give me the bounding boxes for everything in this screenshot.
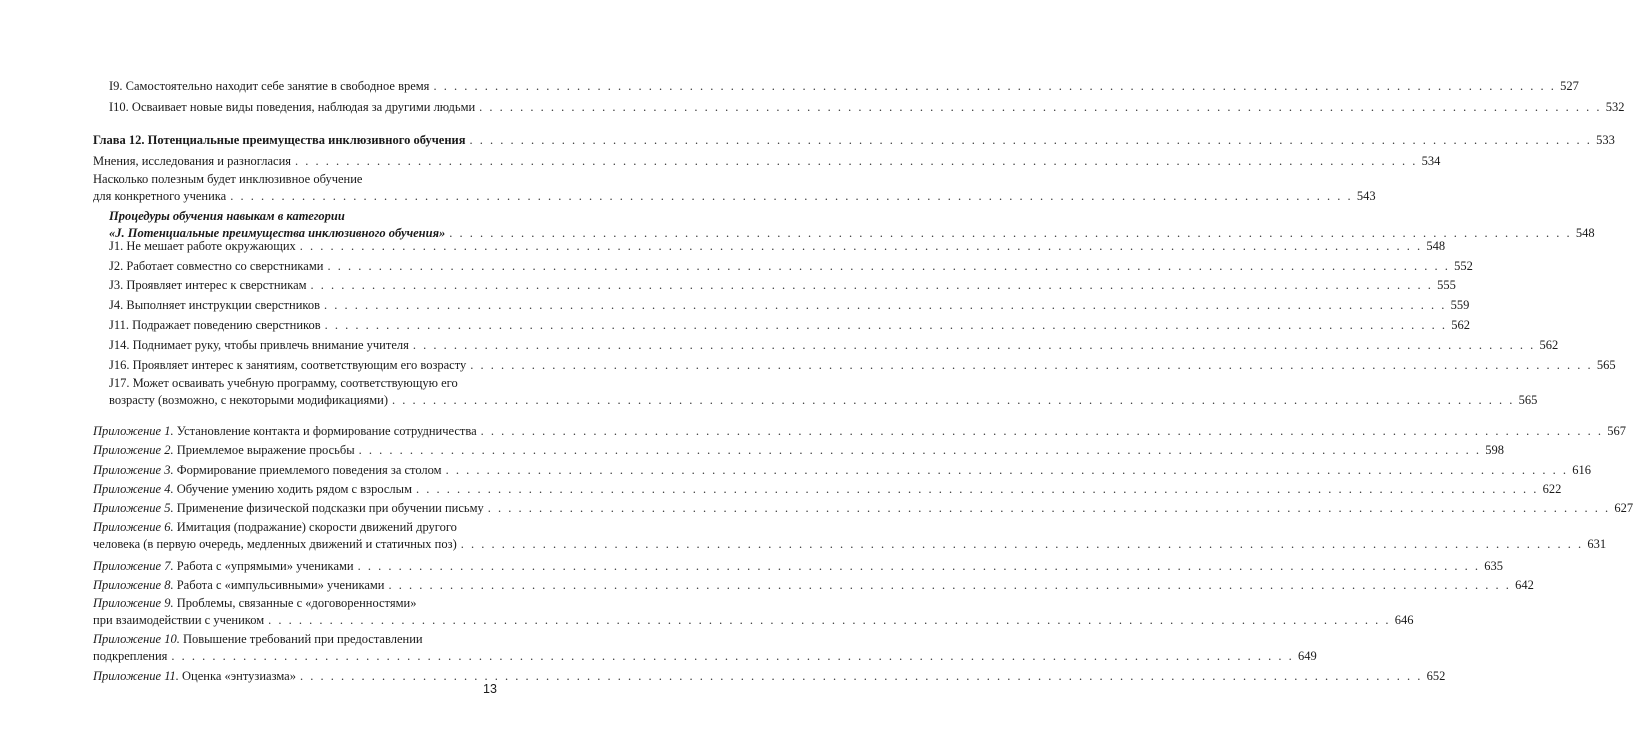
toc-page-number: 646: [1394, 613, 1414, 627]
dot-leader: [389, 577, 1511, 594]
toc-entry-text: J14. Поднимает руку, чтобы привлечь внимание учителя: [109, 338, 409, 352]
toc-entry-j17: [109, 375, 1538, 409]
toc-entry-text: Работа с «импульсивными» учениками: [176, 578, 385, 592]
toc-page-number: 532: [1605, 100, 1625, 114]
toc-entry-text: Обучение умению ходить рядом с взрослым: [176, 482, 412, 496]
dot-leader: [479, 99, 1601, 116]
toc-entry-text: I9. Самостоятельно находит себе занятие в свободное время: [109, 79, 430, 93]
toc-page-number: 562: [1451, 318, 1470, 332]
dot-leader: [324, 297, 1446, 314]
toc-entry-j4: [109, 297, 1470, 314]
toc-appendix-6: [93, 519, 1607, 553]
appendix-label: Приложение 9.: [93, 596, 174, 610]
toc-entry-text: Оценка «энтузиазма»: [182, 669, 296, 683]
toc-entry-text: J3. Проявляет интерес к сверстникам: [109, 278, 307, 292]
toc-page-number: 543: [1356, 189, 1376, 203]
toc-page-number: 548: [1575, 226, 1595, 240]
appendix-label: Приложение 4.: [93, 482, 174, 496]
dot-leader: [446, 462, 1568, 479]
toc-entry-text: Проблемы, связанные с «договоренностями»: [176, 596, 417, 610]
dot-leader: [413, 337, 1535, 354]
toc-entry-text: J4. Выполняет инструкции сверстников: [109, 298, 320, 312]
toc-entry-j14: [109, 337, 1559, 354]
toc-page-number: 552: [1454, 259, 1473, 273]
toc-appendix-2: [93, 442, 1504, 459]
toc-entry-usefulness: [93, 171, 1376, 205]
toc-appendix-5: [93, 500, 1633, 517]
dot-leader: [311, 277, 1433, 294]
toc-entry-text: Работа с «упрямыми» учениками: [176, 559, 354, 573]
toc-entry-j2: [109, 258, 1473, 275]
dot-leader: [416, 481, 1538, 498]
toc-chapter-heading: [93, 132, 1615, 149]
toc-page-number: 631: [1587, 537, 1607, 551]
toc-page-number: 635: [1484, 559, 1503, 573]
toc-entry-j16: [109, 357, 1616, 374]
toc-appendix-8: [93, 577, 1534, 594]
dot-leader: [433, 78, 1555, 95]
dot-leader: [268, 612, 1390, 629]
toc-page-number: 622: [1542, 482, 1562, 496]
appendix-label: Приложение 7.: [93, 559, 174, 573]
toc-entry-text: Глава 12. Потенциальные преимущества инклюзивного обучения: [93, 133, 466, 147]
toc-entry-text: J1. Не мешает работе окружающих: [109, 239, 296, 253]
toc-appendix-7: [93, 558, 1503, 575]
toc-entry-text: J17. Может осваивать учебную программу, соответствующую его: [109, 376, 458, 390]
toc-entry-text: Формирование приемлемого поведения за столом: [176, 463, 442, 477]
toc-entry-text: Мнения, исследования и разногласия: [93, 154, 292, 168]
toc-entry-j1: [109, 238, 1446, 255]
toc-page-number: 627: [1614, 501, 1633, 515]
dot-leader: [470, 132, 1592, 149]
toc-entry-text: Насколько полезным будет инклюзивное обучение: [93, 172, 363, 186]
toc-page-number: 534: [1421, 154, 1441, 168]
toc-page-number: 598: [1485, 443, 1504, 457]
toc-entry-text: человека (в первую очередь, медленных движений и статичных поз): [93, 537, 457, 551]
toc-entry-opinions: [93, 153, 1441, 170]
toc-entry-i9: [109, 78, 1579, 95]
toc-appendix-9: [93, 595, 1414, 629]
toc-page-number: 567: [1607, 424, 1627, 438]
toc-page-number: 616: [1572, 463, 1591, 477]
dot-leader: [327, 258, 1449, 275]
dot-leader: [488, 500, 1610, 517]
toc-appendix-4: [93, 481, 1562, 498]
dot-leader: [230, 188, 1352, 205]
toc-entry-text: для конкретного ученика: [93, 189, 227, 203]
toc-entry-text: Установление контакта и формирование сотрудничества: [176, 424, 477, 438]
dot-leader: [325, 317, 1447, 334]
toc-appendix-10: [93, 631, 1317, 665]
appendix-label: Приложение 2.: [93, 443, 174, 457]
toc-page-number: 642: [1515, 578, 1534, 592]
toc-entry-text: возрасту (возможно, с некоторыми модификациями): [109, 393, 389, 407]
dot-leader: [300, 668, 1422, 685]
dot-leader: [358, 558, 1480, 575]
dot-leader: [295, 153, 1417, 170]
toc-entry-j3: [109, 277, 1456, 294]
appendix-label: Приложение 1.: [93, 424, 174, 438]
dot-leader: [300, 238, 1422, 255]
toc-entry-text: I10. Осваивает новые виды поведения, наблюдая за другими людьми: [109, 100, 476, 114]
toc-entry-text: при взаимодействии с учеником: [93, 613, 265, 627]
toc-entry-i10: [109, 99, 1625, 116]
appendix-label: Приложение 3.: [93, 463, 174, 477]
appendix-label: Приложение 5.: [93, 501, 174, 515]
dot-leader: [392, 392, 1514, 409]
appendix-label: Приложение 10.: [93, 632, 180, 646]
toc-entry-text: подкрепления: [93, 649, 168, 663]
toc-entry-text: «J. Потенциальные преимущества инклюзивного обучения»: [109, 226, 446, 240]
toc-page-number: 652: [1426, 669, 1446, 683]
toc-entry-j11: [109, 317, 1470, 334]
dot-leader: [171, 648, 1293, 665]
toc-entry-text: J2. Работает совместно со сверстниками: [109, 259, 324, 273]
toc-page-number: 559: [1450, 298, 1470, 312]
toc-page-number: 565: [1596, 358, 1616, 372]
toc-page-number: 649: [1298, 649, 1317, 663]
toc-page-number: 548: [1426, 239, 1446, 253]
toc-entry-text: Применение физической подсказки при обучении письму: [176, 501, 484, 515]
toc-section-subheading: [109, 208, 1595, 242]
toc-entry-text: Имитация (подражание) скорости движений другого: [176, 520, 457, 534]
toc-entry-text: Процедуры обучения навыкам в категории: [109, 209, 345, 223]
appendix-label: Приложение 6.: [93, 520, 174, 534]
toc-page-number: 533: [1596, 133, 1615, 147]
toc-entry-text: J16. Проявляет интерес к занятиям, соответствующим его возрасту: [109, 358, 467, 372]
toc-page-number: 527: [1560, 79, 1579, 93]
dot-leader: [461, 536, 1583, 553]
appendix-label: Приложение 8.: [93, 578, 174, 592]
toc-page-number: 555: [1437, 278, 1456, 292]
toc-page-number: 562: [1539, 338, 1559, 352]
toc-entry-text: Повышение требований при предоставлении: [182, 632, 423, 646]
dot-leader: [470, 357, 1592, 374]
toc-appendix-1: [93, 423, 1627, 440]
toc-appendix-3: [93, 462, 1591, 479]
toc-page-number: 565: [1518, 393, 1538, 407]
toc-appendix-11: [93, 668, 1446, 685]
toc-entry-text: Приемлемое выражение просьбы: [176, 443, 355, 457]
page-folio: 13: [483, 682, 497, 696]
dot-leader: [359, 442, 1481, 459]
appendix-label: Приложение 11.: [93, 669, 179, 683]
dot-leader: [481, 423, 1603, 440]
toc-entry-text: J11. Подражает поведению сверстников: [109, 318, 321, 332]
